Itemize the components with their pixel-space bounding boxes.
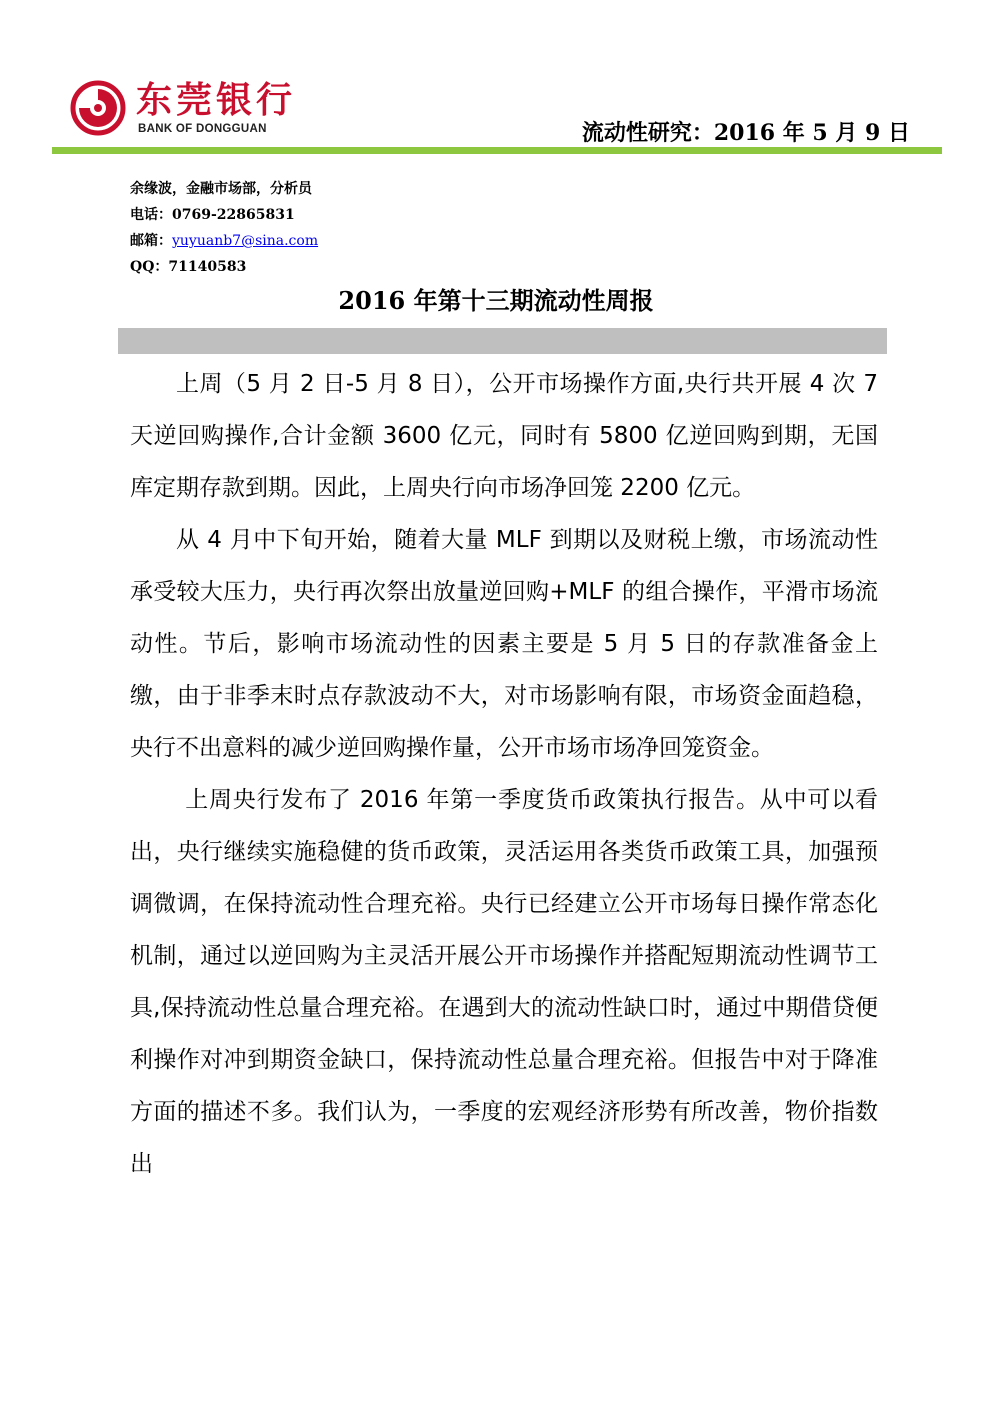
author-qq-line xyxy=(130,254,318,280)
logo-english-name: BANK OF DONGGUAN xyxy=(138,123,267,135)
document-title: 2016 年第十三期流动性周报 xyxy=(338,286,654,315)
report-date-heading: 流动性研究：2016 年 5 月 9 日 xyxy=(581,120,910,146)
bank-emblem-icon xyxy=(70,80,126,136)
author-phone-line xyxy=(130,202,318,228)
author-info xyxy=(130,176,318,280)
bank-logo xyxy=(70,80,310,140)
phone-label: 电话： xyxy=(130,207,172,223)
title-shade-bar xyxy=(118,328,887,354)
author-name-line: 余缘波，金融市场部，分析员 xyxy=(130,181,312,197)
email-link[interactable]: yuyuanb7@sina.com xyxy=(172,233,319,249)
body-paragraph: 从 4 月中下旬开始，随着大量 MLF 到期以及财税上缴，市场流动性承受较大压力，央行再次祭出放量逆回购+MLF 的组合操作，平滑市场流动性。节后，影响市场流动性的因素主要是 5 月 5 日的存款准备金上缴，由于非季末时点存款波动不大，对市场影响有限，市场资金面趋稳，央行不出意料的减少逆回购操作量，公开市场市场净回笼资金。 xyxy=(130,527,878,761)
qq-value: 71140583 xyxy=(168,259,247,275)
logo-chinese-name: 东莞银行 xyxy=(136,80,297,121)
document-body xyxy=(130,358,878,1190)
email-label: 邮箱： xyxy=(130,233,172,249)
author-email-line xyxy=(130,228,318,254)
body-paragraph: 上周（5 月 2 日-5 月 8 日），公开市场操作方面,央行共开展 4 次 7 天逆回购操作,合计金额 3600 亿元，同时有 5800 亿逆回购到期，无国库定期存款到期。因此，上周央行向市场净回笼 2200 亿元。 xyxy=(130,371,878,501)
header-divider xyxy=(52,147,942,154)
qq-label: QQ： xyxy=(130,259,169,275)
phone-value: 0769-22865831 xyxy=(172,207,295,223)
body-paragraph: 上周央行发布了 2016 年第一季度货币政策执行报告。从中可以看出，央行继续实施稳健的货币政策，灵活运用各类货币政策工具，加强预调微调，在保持流动性合理充裕。央行已经建立公开市场每日操作常态化机制，通过以逆回购为主灵活开展公开市场操作并搭配短期流动性调节工具,保持流动性总量合理充裕。在遇到大的流动性缺口时，通过中期借贷便利操作对冲到期资金缺口，保持流动性总量合理充裕。但报告中对于降准方面的描述不多。我们认为，一季度的宏观经济形势有所改善，物价指数出 xyxy=(130,787,878,1177)
